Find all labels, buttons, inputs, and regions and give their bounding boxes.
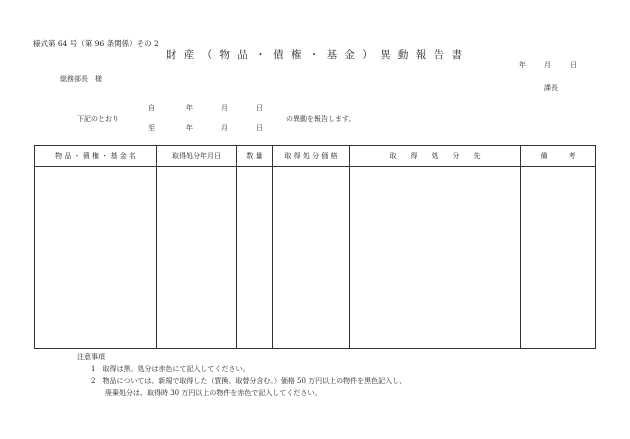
note-item-1: 1 取得は黒、処分は赤色にて記入してください。 — [91, 365, 250, 373]
department-head: 課長 — [544, 84, 558, 92]
note-item-2: 2 物品については、新規で取得した（買換、取替分含む。）価格 50 万円以上の物件を黒色記入し、 — [91, 377, 407, 385]
report-intro: 下記のとおり — [77, 115, 119, 123]
cell-counterparty[interactable] — [350, 167, 521, 349]
form-title: 財 産 （ 物 品 ・ 債 権 ・ 基 金 ） 異 動 報 告 書 — [166, 49, 464, 61]
col-quantity: 数 量 — [237, 146, 273, 167]
col-transaction-date: 取得処分年月日 — [157, 146, 237, 167]
cell-item-name[interactable] — [35, 167, 157, 349]
cell-price[interactable] — [273, 167, 350, 349]
table-body-row — [35, 167, 596, 349]
cell-transaction-date[interactable] — [157, 167, 237, 349]
period-from-day: 日 — [256, 104, 263, 112]
period-to-year: 年 — [186, 124, 193, 132]
col-remarks: 備 考 — [521, 146, 596, 167]
note-item-2-cont: 廃棄処分は、取得時 30 万円以上の物件を赤色で記入してください。 — [91, 389, 322, 397]
date-year: 年 — [519, 61, 526, 69]
notes-heading: 注意事項 — [77, 353, 105, 361]
cell-quantity[interactable] — [237, 167, 273, 349]
period-from-label: 自 — [148, 104, 155, 112]
col-item-name: 物 品 ・ 債 権 ・ 基 金 名 — [35, 146, 157, 167]
change-record-table — [34, 145, 596, 349]
report-suffix: の異動を報告します。 — [286, 115, 356, 123]
col-counterparty: 取 得 処 分 先 — [350, 146, 521, 167]
period-to-month: 月 — [221, 124, 228, 132]
period-from-month: 月 — [221, 104, 228, 112]
date-day: 日 — [570, 61, 577, 69]
period-from-year: 年 — [186, 104, 193, 112]
addressee: 総務部長 様 — [60, 75, 102, 83]
form-number-label: 様式第 64 号（第 96 条関係）その 2 — [33, 39, 159, 48]
date-month: 月 — [544, 61, 551, 69]
cell-remarks[interactable] — [521, 167, 596, 349]
table-header-row — [35, 146, 596, 167]
col-price: 取 得 処 分 価 格 — [273, 146, 350, 167]
period-to-label: 至 — [148, 124, 155, 132]
period-to-day: 日 — [256, 124, 263, 132]
